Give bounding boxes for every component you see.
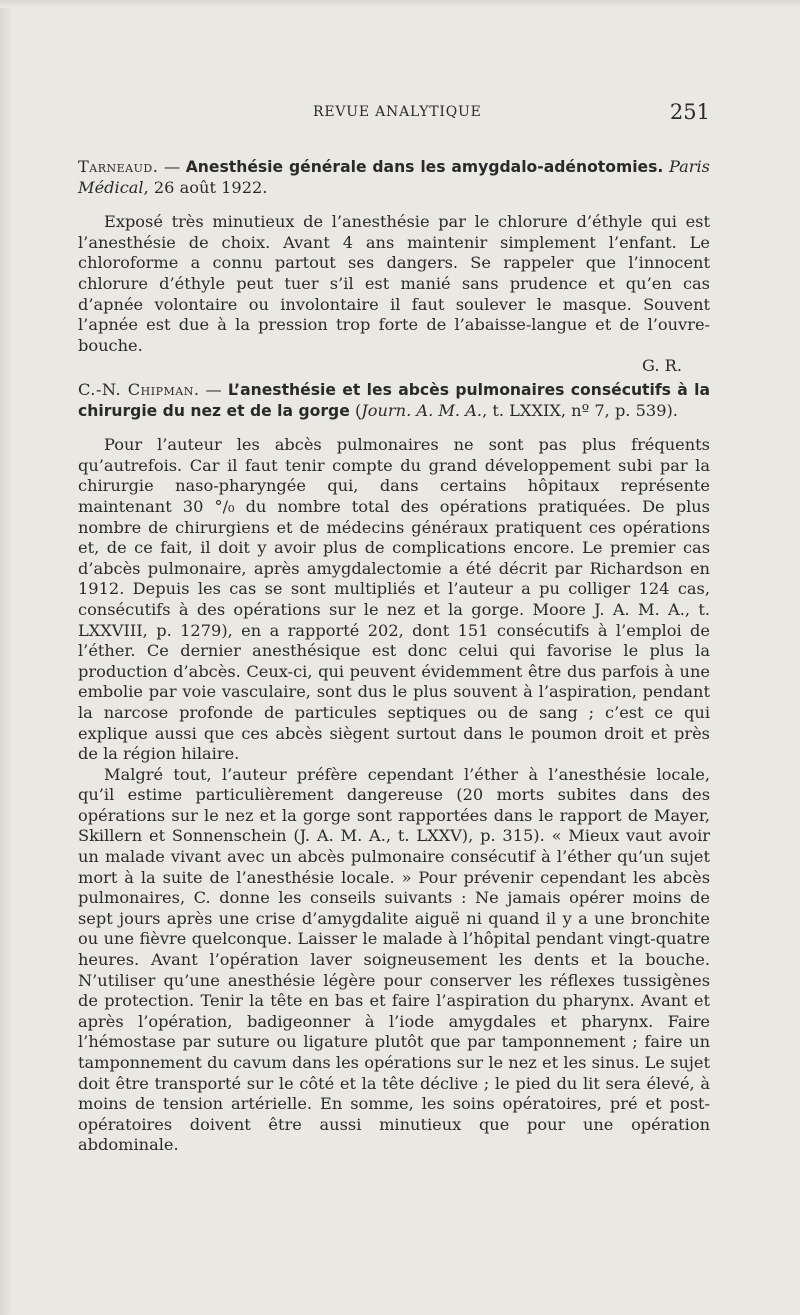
article-heading [78, 157, 710, 198]
article-paragraph: Pour l’auteur les abcès pulmonaires ne sont pas plus fréquents qu’autrefois. Car il faut tenir compte du grand développement subi par la chirurgie naso-pharyngée qui, dans certains hôpitaux représente maintenant 30 °/₀ du nombre total des opérations pratiquées. De plus nombre de chirurgiens et de médecins généraux pratiquent ces opérations et, de ce fait, il doit y avoir plus de complications encore. Le premier cas d’abcès pulmonaire, après amygdalectomie a été décrit par Richardson en 1912. Depuis les cas se sont multipliés et l’auteur a pu colliger 124 cas, consécutifs à des opérations sur le nez et la gorge. Moore J. A. M. A., t. LXXVIII, p. 1279), en a rapporté 202, dont 151 consécutifs à l’emploi de l’éther. Ce dernier anesthésique est donc celui qui favorise le plus la production d’abcès. Ceux-ci, qui peuvent évidemment être dus parfois à une embolie par voie vasculaire, sont dus le plus souvent à l’aspiration, pendant la narcose profonde de particules septiques ou de sang ; c’est ce qui explique aussi que ces abcès siègent surtout dans le poumon droit et près de la région hilaire. [78, 435, 710, 764]
article-heading [78, 380, 710, 421]
page-edge-shadow-top [0, 0, 800, 8]
article-paragraph: Exposé très minutieux de l’anesthésie par le chlorure d’éthyle qui est l’anesthésie de choix. Avant 4 ans maintenir simplement l’enfant. Le chloroforme a connu partout ses dangers. Se rappeler que l’innocent chlorure d’éthyle peut tuer s’il est manié sans prudence et qu’en cas d’apnée volontaire ou involontaire il faut soulever le masque. Souvent l’apnée est due à la pression trop forte de l’abaisse-langue et de l’ouvre-bouche. [78, 212, 710, 355]
article-chipman [78, 380, 710, 1156]
article-journal: Paris Médical [78, 157, 710, 197]
article-author: C.-N. Chipman. [78, 380, 200, 399]
article-title: Anesthésie générale dans les amygdalo-adénotomies. [185, 158, 664, 176]
article-title: L’anesthésie et les abcès pulmonaires consécutifs à la chirurgie du nez et de la gorge [78, 381, 711, 420]
article-author: Tarneaud. [78, 157, 159, 176]
page-header [78, 100, 710, 126]
running-head: REVUE ANALYTIQUE [313, 104, 482, 120]
article-paragraph: Malgré tout, l’auteur préfère cependant l’éther à l’anesthésie locale, qu’il estime particulièrement dangereuse (20 morts subites dans des opérations sur le nez et la gorge sont rapportées dans le rapport de Mayer, Skillern et Sonnenschein (J. A. M. A., t. LXXV), p. 315). « Mieux vaut avoir un malade vivant avec un abcès pulmonaire consécutif à l’éther qu’un sujet mort à la suite de l’anesthésie locale. » Pour prévenir cependant les abcès pulmonaires, C. donne les conseils suivants : Ne jamais opérer moins de sept jours après une crise d’amygdalite aiguë ni quand il y a une bronchite ou une fièvre quelconque. Laisser le malade à l’hôpital pendant vingt-quatre heures. Avant l’opération laver soigneusement les dents et la bouche. N’utiliser qu’une anesthésie légère pour conserver les réflexes tussigènes de protection. Tenir la tête en bas et faire l’aspiration du pharynx. Avant et après l’opération, badigeonner à l’iode amygdales et pharynx. Faire l’hémostase par suture ou ligature plutôt que par tamponnement ; faire un tamponnement du cavum dans les opérations sur le nez et les sinus. Le sujet doit être transporté sur le côté et la tête déclive ; le pied du lit sera élevé, à moins de tension artérielle. En somme, les soins opératoires, pré et post-opératoires doivent être aussi minutieux que pour une opération abdominale. [78, 764, 710, 1155]
spacer [78, 198, 710, 212]
page-number: 251 [669, 100, 710, 124]
page-edge-shadow [0, 0, 12, 1315]
article-tarneaud [78, 157, 710, 377]
source-open-paren: ( [349, 400, 362, 420]
article-source-details: , t. LXXIX, nº 7, p. 539). [482, 400, 678, 420]
article-source-details: , 26 août 1922. [143, 177, 268, 197]
article-journal: Journ. A. M. A. [361, 400, 483, 420]
article-signature: G. R. [642, 356, 682, 376]
heading-dash: — [199, 380, 228, 399]
heading-dash: — [158, 157, 186, 176]
spacer [78, 421, 710, 435]
